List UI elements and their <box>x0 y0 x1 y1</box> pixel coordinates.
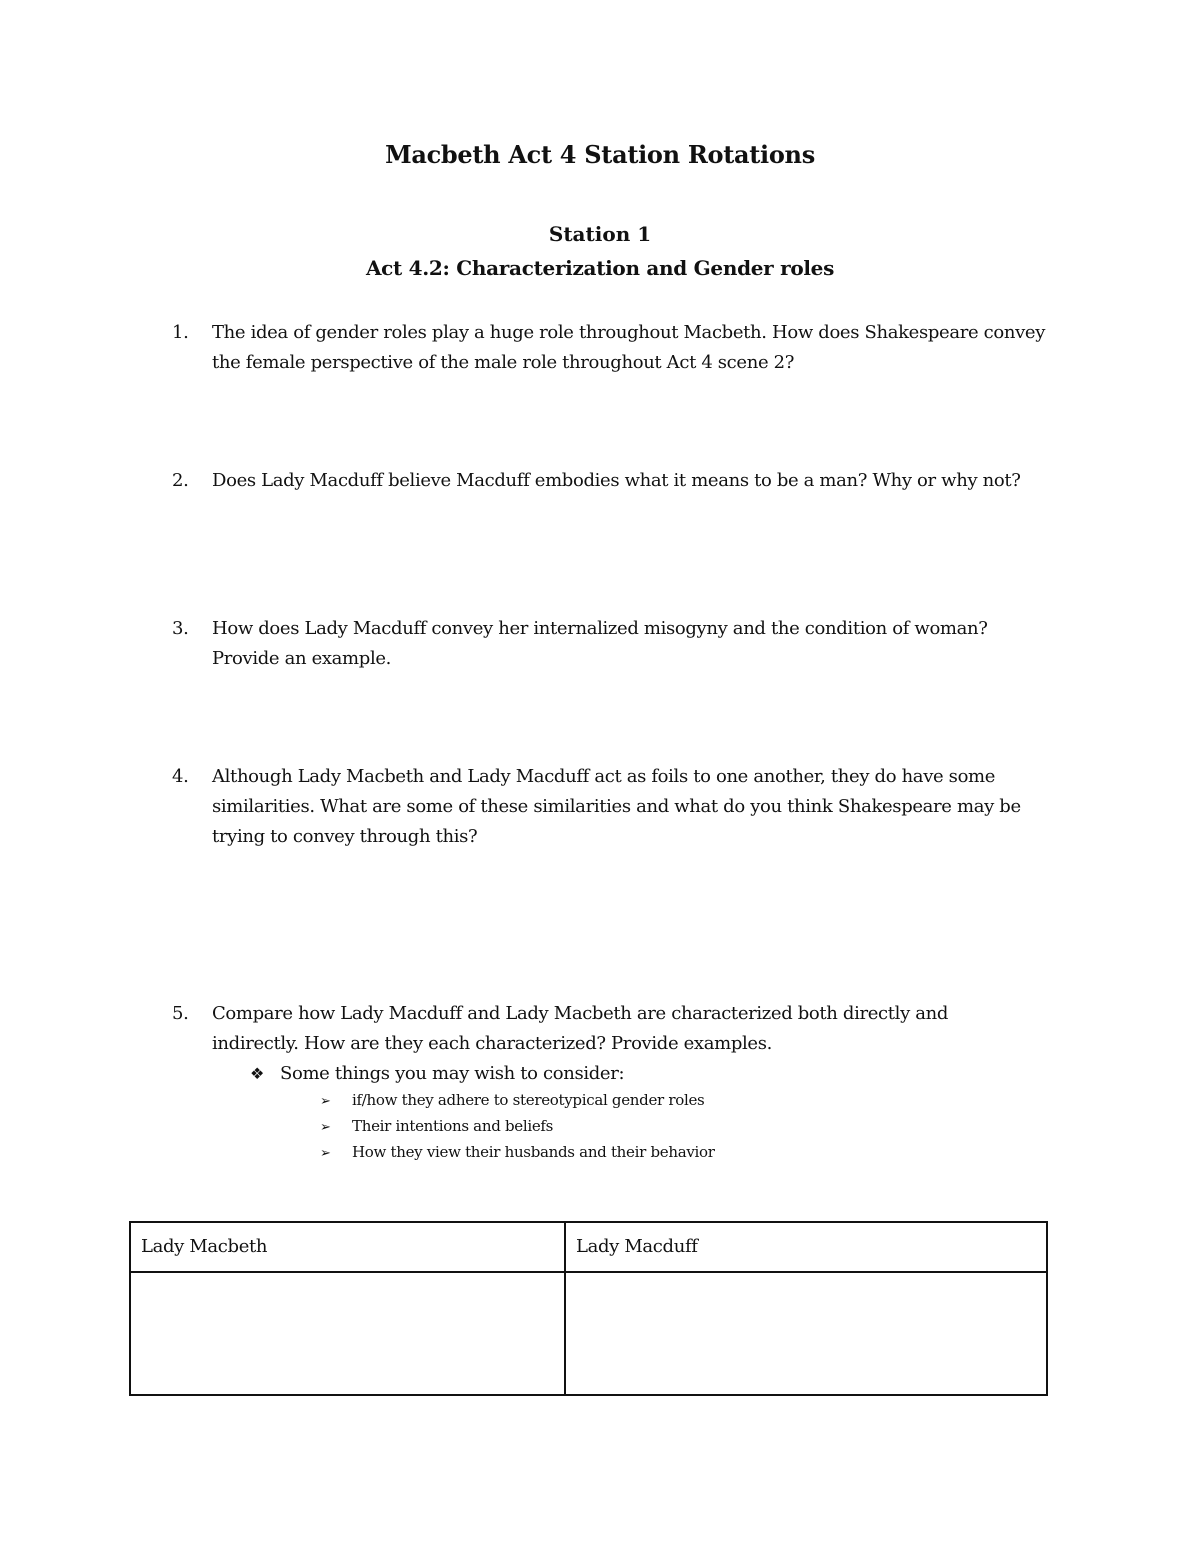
question-text: Does Lady Macduff believe Macduff embodies what it means to be a man? Why or why not? <box>212 470 1021 491</box>
question-item <box>172 999 1062 1059</box>
station-heading: Station 1 <box>548 222 652 246</box>
question-number: 4. <box>172 766 189 787</box>
answer-cell-lady-macduff[interactable] <box>565 1272 1047 1395</box>
question-text: The idea of gender roles play a huge role throughout Macbeth. How does Shakespeare convey the female perspective of the male role throughout Act 4 scene 2? <box>212 322 1046 373</box>
table-row <box>130 1272 1047 1395</box>
question-number: 5. <box>172 1003 189 1024</box>
list-item <box>320 1114 715 1140</box>
question-number: 1. <box>172 322 189 343</box>
arrow-bullet-icon: ➢ <box>320 1120 331 1135</box>
list-item-text: Their intentions and beliefs <box>352 1117 554 1135</box>
question-item <box>172 318 1062 378</box>
question-number: 2. <box>172 470 189 491</box>
question-text: Compare how Lady Macduff and Lady Macbeth are characterized both directly and indirectly. How are they each characterized? Provide examples. <box>212 1003 949 1054</box>
table-header-lady-macduff: Lady Macduff <box>565 1222 1047 1272</box>
list-item-text: How they view their husbands and their behavior <box>352 1143 715 1161</box>
page-title: Macbeth Act 4 Station Rotations <box>385 140 815 169</box>
list-item <box>320 1140 715 1166</box>
comparison-table <box>129 1221 1048 1396</box>
question-number: 3. <box>172 618 189 639</box>
list-item <box>320 1088 715 1114</box>
arrow-bullet-icon: ➢ <box>320 1094 331 1109</box>
consider-label: Some things you may wish to consider: <box>280 1063 625 1084</box>
question-item <box>172 614 1062 674</box>
diamond-bullet-icon: ❖ <box>250 1064 264 1083</box>
answer-cell-lady-macbeth[interactable] <box>130 1272 565 1395</box>
section-subtitle: Act 4.2: Characterization and Gender roles <box>365 256 835 280</box>
question-item <box>172 466 1062 496</box>
table-header-row <box>130 1222 1047 1272</box>
arrow-bullet-icon: ➢ <box>320 1146 331 1161</box>
question-text: Although Lady Macbeth and Lady Macduff act as foils to one another, they do have some similarities. What are some of these similarities and what do you think Shakespeare may be trying to convey through this? <box>212 766 1021 847</box>
table-header-lady-macbeth: Lady Macbeth <box>130 1222 565 1272</box>
question-item <box>172 762 1062 852</box>
question-text: How does Lady Macduff convey her internalized misogyny and the condition of woman? Provide an example. <box>212 618 988 669</box>
consider-bullet <box>250 1059 624 1089</box>
list-item-text: if/how they adhere to stereotypical gender roles <box>352 1091 705 1109</box>
consider-list <box>320 1088 715 1166</box>
